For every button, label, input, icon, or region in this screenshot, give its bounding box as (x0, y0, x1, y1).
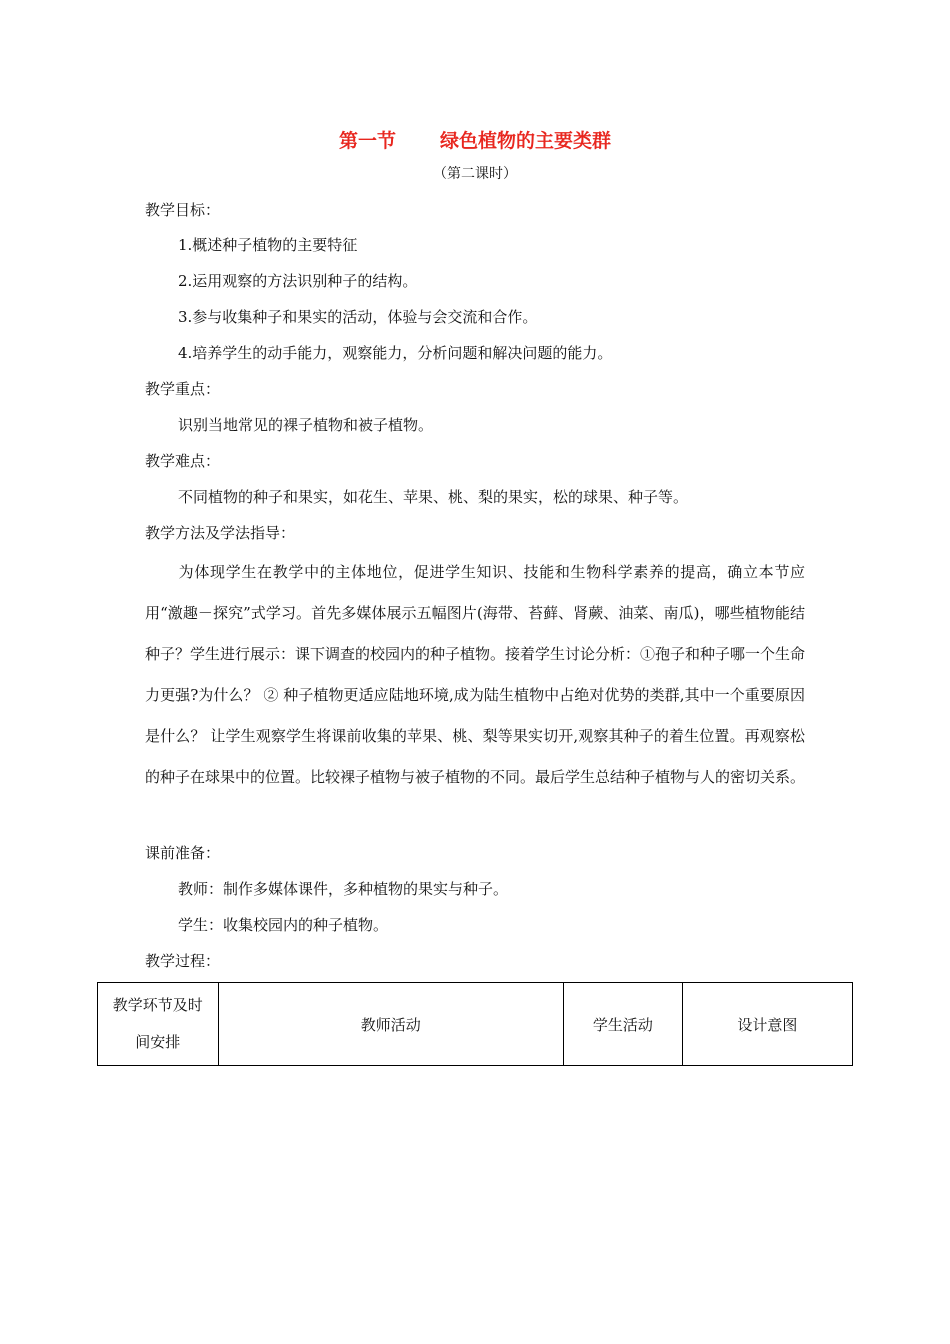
objectives-heading: 教学目标： (145, 201, 221, 219)
section-number: 第一节 (338, 130, 396, 152)
col-teacher-activity: 教师活动 (218, 983, 564, 1066)
preparation-teacher: 教师：制作多媒体课件，多种植物的果实与种子。 (178, 880, 509, 898)
difficulties-heading: 教学难点： (145, 452, 221, 470)
col-student-activity: 学生活动 (564, 983, 683, 1066)
objective-item: 1.概述种子植物的主要特征 (178, 236, 358, 254)
objective-item: 4.培养学生的动手能力，观察能力，分析问题和解决问题的能力。 (178, 344, 613, 362)
objective-item: 2.运用观察的方法识别种子的结构。 (178, 272, 418, 290)
methods-text: 为体现学生在教学中的主体地位，促进学生知识、技能和生物科学素养的提高，确立本节应用“激趣－探究”式学习。首先多媒体展示五幅图片(海带、苔藓、肾蕨、油菜、南瓜)，哪些植物能结种子？学生进行展示：课下调查的校园内的种子植物。接着学生讨论分析：①孢子和种子哪一个生命力更强?为什么？ ② 种子植物更适应陆地环境,成为陆生植物中占绝对优势的类群,其中一个重要原因是什么？ 让学生观察学生将课前收集的苹果、桃、梨等果实切开,观察其种子的着生位置。再观察松的种子在球果中的位置。比较裸子植物与被子植物的不同。最后学生总结种子植物与人的密切关系。 (145, 563, 806, 786)
difficulties-text: 不同植物的种子和果实，如花生、苹果、桃、梨的果实，松的球果、种子等。 (178, 488, 689, 506)
methods-heading: 教学方法及学法指导： (145, 524, 296, 542)
methods-paragraph (145, 552, 805, 798)
key-points-text: 识别当地常见的裸子植物和被子植物。 (178, 416, 434, 434)
lesson-period: （第二课时） (433, 166, 517, 182)
page-title (0, 126, 950, 153)
table-header-row (98, 983, 853, 1066)
teaching-process-table (97, 982, 853, 1066)
preparation-heading: 课前准备： (145, 844, 221, 862)
objective-item: 3.参与收集种子和果实的活动，体验与会交流和合作。 (178, 308, 538, 326)
process-heading: 教学过程： (145, 952, 221, 970)
preparation-student: 学生：收集校园内的种子植物。 (178, 916, 389, 934)
section-title: 绿色植物的主要类群 (440, 130, 612, 152)
col-stage-time: 教学环节及时 间安排 (98, 983, 219, 1066)
key-points-heading: 教学重点： (145, 380, 221, 398)
col-design-intent: 设计意图 (682, 983, 852, 1066)
